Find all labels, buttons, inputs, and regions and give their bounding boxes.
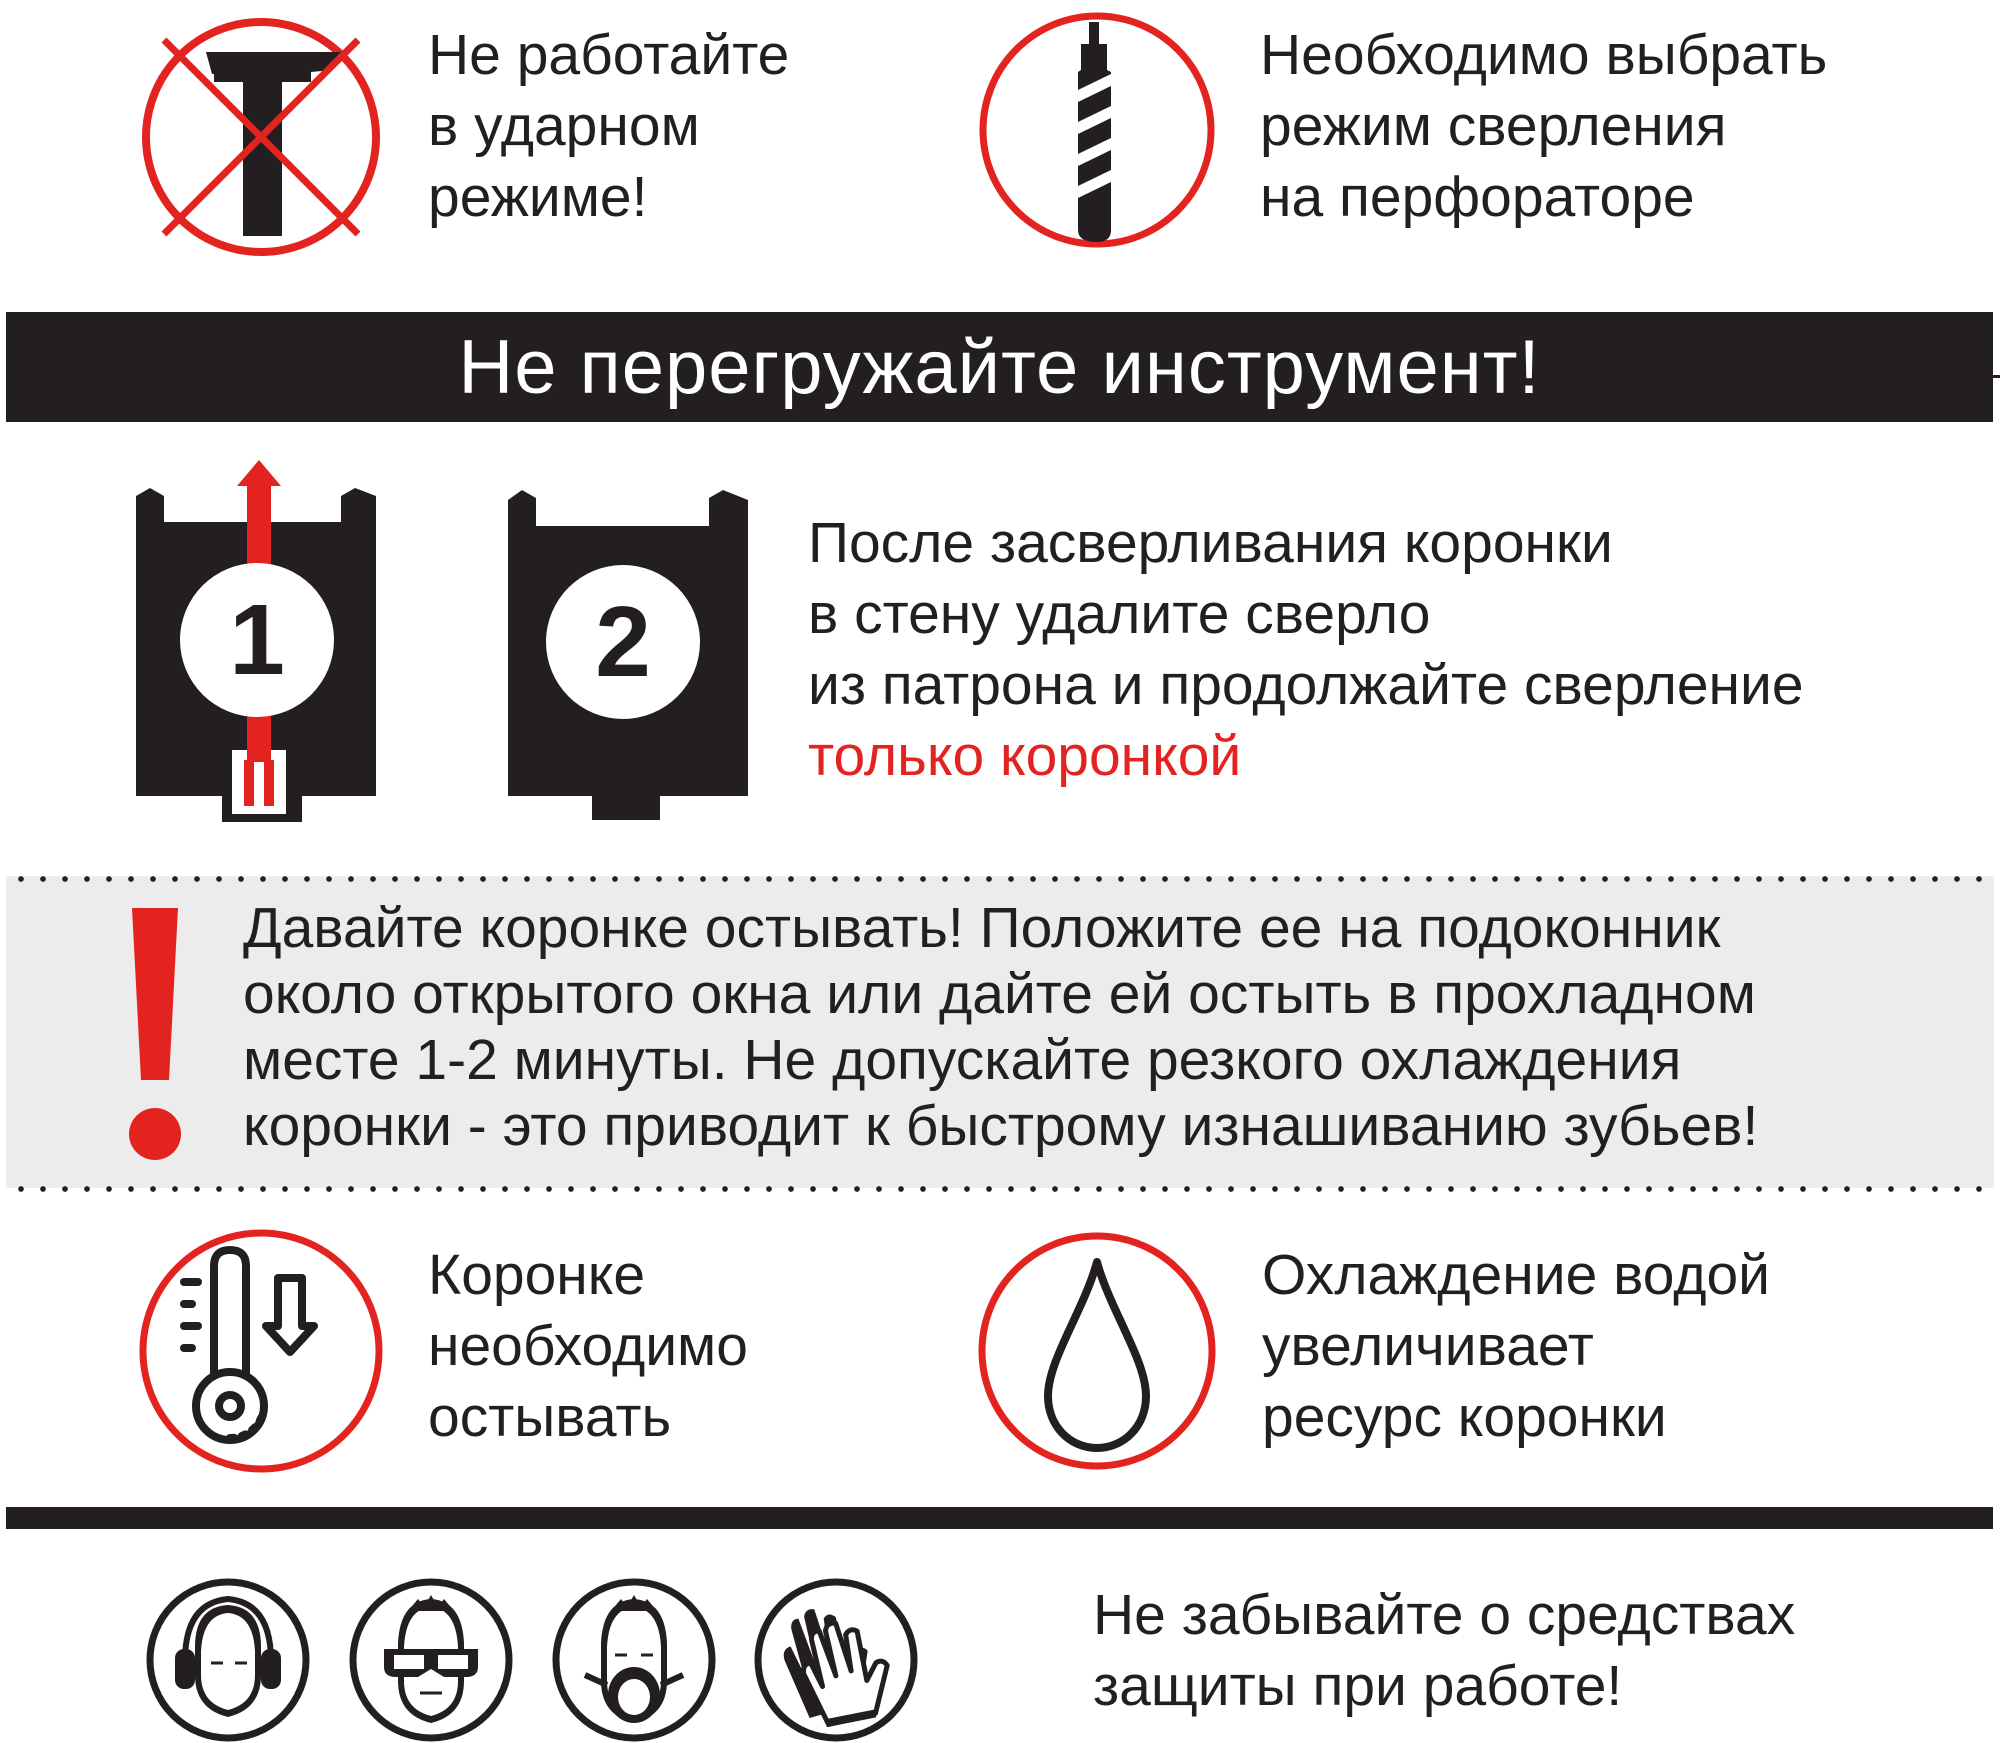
step-1-number: 1 [229, 584, 285, 696]
no-hammer-icon [136, 12, 386, 262]
text-line: Не забывайте о средствах [1093, 1583, 1796, 1647]
text-line: После засверливания коронки [808, 511, 1613, 575]
text-line: коронки - это приводит к быстрому изнашиванию зубьев! [243, 1094, 1759, 1158]
highlight-text: только коронкой [808, 724, 1242, 788]
no-hammer-text [428, 20, 789, 233]
exclamation-icon [126, 908, 184, 1160]
text-line: месте 1-2 минуты. Не допускайте резкого охлаждения [243, 1028, 1682, 1092]
protection-text [1093, 1580, 1795, 1722]
text-line: Давайте коронке остывать! Положите ее на подоконник [243, 896, 1721, 960]
title-banner [6, 312, 1993, 422]
cooling-warning-text [243, 895, 1758, 1159]
drill-removal-text [808, 508, 1804, 792]
water-cooling-text [1262, 1240, 1770, 1453]
text-line: в стену удалите сверло [808, 582, 1431, 646]
text-line: на перфораторе [1260, 165, 1695, 229]
text-line: Охлаждение водой [1262, 1243, 1770, 1307]
water-drop-icon [976, 1230, 1218, 1472]
banner-title: Не перегружайте инструмент! [458, 324, 1541, 410]
step-2-crown-icon [506, 486, 748, 830]
text-line: режиме! [428, 165, 648, 229]
respirator-icon [551, 1577, 717, 1743]
step-2-number: 2 [595, 586, 651, 698]
text-line: Необходимо выбрать [1260, 23, 1828, 87]
gloves-icon [753, 1577, 919, 1743]
section-divider [6, 1507, 1993, 1529]
step-1-crown-icon [134, 460, 380, 832]
text-line: Коронке [428, 1243, 646, 1307]
ear-protection-icon [145, 1577, 311, 1743]
cooling-text [428, 1240, 748, 1453]
text-line: ресурс коронки [1262, 1385, 1667, 1449]
text-line: около открытого окна или дайте ей остыть в прохладном [243, 962, 1756, 1026]
text-line: необходимо [428, 1314, 748, 1378]
text-line: режим сверления [1260, 94, 1727, 158]
drilling-mode-text [1260, 20, 1827, 233]
text-line: из патрона и продолжайте сверление [808, 653, 1804, 717]
text-line: в ударном [428, 94, 700, 158]
drill-bit-icon [977, 10, 1217, 250]
text-line: остывать [428, 1385, 672, 1449]
text-line: увеличивает [1262, 1314, 1594, 1378]
dotted-divider-bottom [10, 1186, 1994, 1192]
text-line: защиты при работе! [1093, 1654, 1623, 1718]
text-line: Не работайте [428, 23, 790, 87]
thermometer-down-icon [138, 1228, 384, 1474]
dotted-divider-top [10, 876, 1994, 882]
safety-goggles-icon [348, 1577, 514, 1743]
edge-mark [1990, 375, 2000, 378]
